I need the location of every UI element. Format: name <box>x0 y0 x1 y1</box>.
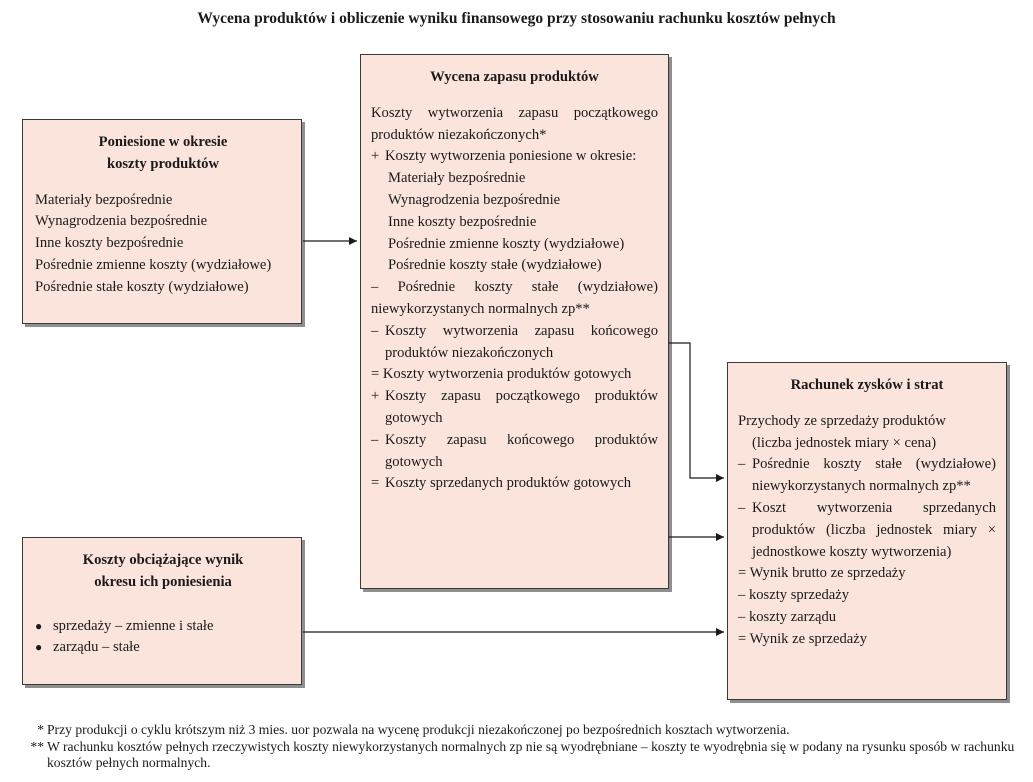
sub-item: Wynagrodzenia bezpośrednie <box>388 191 561 208</box>
list-item: Pośrednie stałe koszty (wydziałowe) <box>35 278 249 295</box>
sub-item: Pośrednie koszty stałe (wydziałowe) <box>388 257 602 274</box>
minus-marker: – <box>371 322 379 339</box>
list-item-text: Wynik ze sprzedaży <box>749 630 868 647</box>
arrow-unused-capacity-to-pl <box>669 343 724 478</box>
list-item-text: Koszty wytworzenia poniesione w okresie: <box>385 148 637 165</box>
plus-marker: + <box>371 388 380 405</box>
equals-marker: = <box>738 630 747 647</box>
list-item: Materiały bezpośrednie <box>35 191 173 208</box>
sub-item: Materiały bezpośrednie <box>388 170 526 187</box>
equals-marker: = <box>738 565 747 582</box>
list-item-text: Koszty sprzedanych produktów gotowych <box>385 475 632 492</box>
heading-line: Poniesione w okresie <box>98 134 228 150</box>
list-item: Inne koszty bezpośrednie <box>35 235 184 252</box>
list-item-text: Koszt wytworzenia sprzedanych produktów (liczba jednostek miary × jednostkowe koszty wytworzenia) <box>752 499 996 560</box>
list-item-text: Wynik brutto ze sprzedaży <box>749 565 906 582</box>
footnote <box>20 739 1015 772</box>
diagram-title: Wycena produktów i obliczenie wyniku finansowego przy stosowaniu rachunku kosztów pełnych <box>197 10 836 27</box>
minus-marker: – <box>738 608 746 625</box>
minus-marker: – <box>738 499 746 516</box>
list-item-text: Koszty wytworzenia zapasu końcowego produktów niezakończonych <box>385 322 658 361</box>
heading-line: Koszty obciążające wynik <box>82 552 244 568</box>
footnote-marker: * <box>37 722 44 737</box>
opening-wip-cost: Koszty wytworzenia zapasu początkowego produktów niezakończonych* <box>371 104 658 143</box>
footnotes <box>20 722 1015 772</box>
equals-marker: = <box>371 366 380 383</box>
list-item-text: zarządu – stałe <box>53 639 140 656</box>
minus-marker: – <box>371 431 379 448</box>
list-item-text: Koszty zapasu początkowego produktów gotowych <box>385 388 658 426</box>
minus-marker: – <box>738 456 746 473</box>
bullet-icon: ● <box>35 640 43 655</box>
sub-item: Pośrednie zmienne koszty (wydziałowe) <box>388 235 625 252</box>
revenue-formula: (liczba jednostek miary × cena) <box>752 434 937 451</box>
list-item-text: koszty zarządu <box>748 608 837 625</box>
plus-marker: + <box>371 148 380 165</box>
bullet-icon: ● <box>35 618 43 633</box>
footnote-marker: ** <box>30 738 44 754</box>
list-item-text: Koszty zapasu końcowego produktów gotowych <box>385 431 658 470</box>
income-statement-heading: Rachunek zysków i strat <box>790 377 944 393</box>
inventory-valuation-heading: Wycena zapasu produktów <box>430 69 599 85</box>
list-item-text: koszty sprzedaży <box>748 587 850 604</box>
heading-line: okresu ich poniesienia <box>94 573 232 590</box>
sub-item: Inne koszty bezpośrednie <box>388 213 537 230</box>
footnote-text: Przy produkcji o cyklu krótszym niż 3 mies. uor pozwala na wycenę produkcji niezakończonej po bezpośrednich kosztach wytworzenia. <box>47 722 790 737</box>
list-item: Wynagrodzenia bezpośrednie <box>35 213 208 230</box>
list-item-text: Pośrednie koszty stałe (wydziałowe) niewykorzystanych normalnych zp** <box>371 279 658 317</box>
footnote-text: W rachunku kosztów pełnych rzeczywistych koszty niewykorzystanych normalnych zp nie są wyodrębniane – koszty te wyodrębnia się w podany na rysunku sposób w rachunku kosztów pełnych normalnych. <box>47 738 1015 771</box>
equals-marker: = <box>371 475 380 492</box>
list-item-text: sprzedaży – zmienne i stałe <box>53 617 214 634</box>
footnote <box>20 722 1015 739</box>
minus-marker: – <box>738 587 746 604</box>
revenue-line: Przychody ze sprzedaży produktów <box>738 412 946 429</box>
heading-line: koszty produktów <box>106 155 220 172</box>
list-item-text: Koszty wytworzenia produktów gotowych <box>382 366 632 383</box>
list-item-text: Pośrednie koszty stałe (wydziałowe) niewykorzystanych normalnych zp** <box>752 456 996 495</box>
minus-marker: – <box>371 279 379 296</box>
list-item: Pośrednie zmienne koszty (wydziałowe) <box>35 256 272 273</box>
